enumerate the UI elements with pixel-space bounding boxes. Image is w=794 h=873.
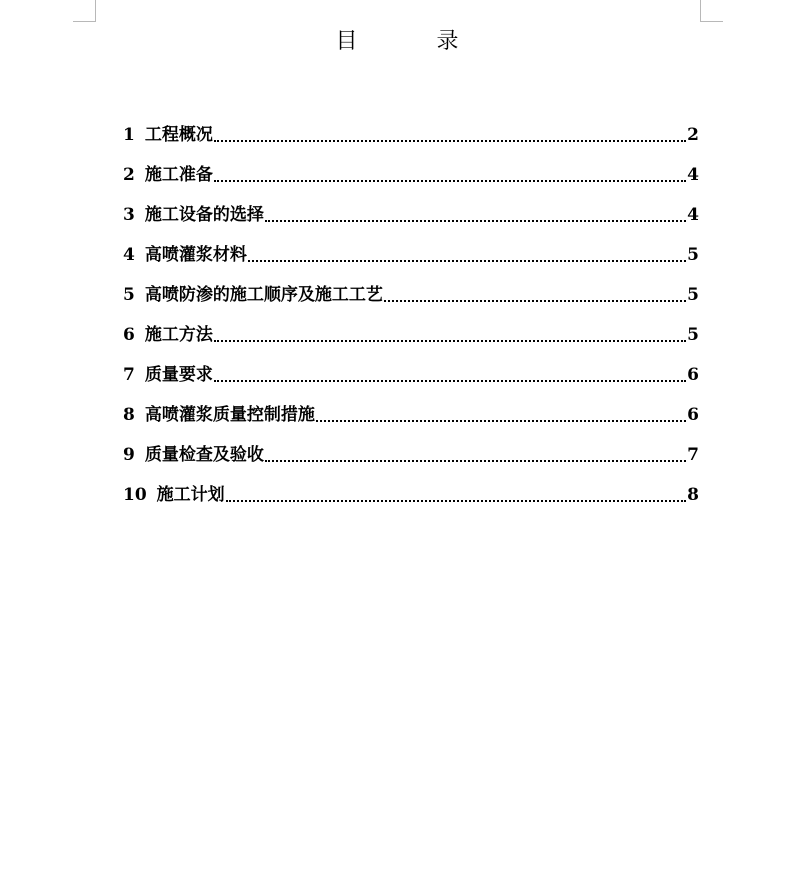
toc-entry-page: 4: [687, 205, 699, 225]
toc-entry-page: 2: [687, 125, 699, 145]
toc-entry-text: 高喷防渗的施工顺序及施工工艺: [144, 285, 383, 305]
toc-leader-dots: [265, 219, 686, 222]
toc-leader-dots: [384, 299, 686, 302]
toc-entry[interactable]: [123, 108, 699, 148]
toc-entry[interactable]: [123, 188, 699, 228]
toc-leader-dots: [214, 179, 686, 182]
toc-entry-text: 工程概况: [144, 125, 213, 145]
toc-leader-dots: [316, 419, 686, 422]
toc-entry-text: 施工设备的选择: [144, 205, 264, 225]
toc-entry-number: 1: [123, 125, 135, 145]
toc-leader-dots: [214, 139, 686, 142]
toc-list: [123, 108, 699, 508]
toc-title: 目 录: [335, 29, 495, 54]
toc-entry[interactable]: [123, 428, 699, 468]
toc-entry-number: 2: [123, 165, 135, 185]
toc-entry-text: 质量检查及验收: [144, 445, 264, 465]
toc-entry-page: 8: [687, 485, 699, 505]
toc-leader-dots: [248, 259, 686, 262]
toc-entry-text: 高喷灌浆材料: [144, 245, 247, 265]
toc-entry-number: 7: [123, 365, 135, 385]
toc-entry-page: 6: [687, 405, 699, 425]
toc-entry-number: 5: [123, 285, 135, 305]
toc-leader-dots: [226, 499, 686, 502]
toc-entry-number: 9: [123, 445, 135, 465]
toc-entry-text: 施工方法: [144, 325, 213, 345]
toc-entry[interactable]: [123, 228, 699, 268]
toc-leader-dots: [214, 379, 686, 382]
toc-entry[interactable]: [123, 468, 699, 508]
toc-entry-number: 3: [123, 205, 135, 225]
toc-entry-text: 质量要求: [144, 365, 213, 385]
toc-entry-page: 6: [687, 365, 699, 385]
crop-mark-top-left: [73, 0, 96, 22]
toc-entry[interactable]: [123, 348, 699, 388]
toc-entry[interactable]: [123, 308, 699, 348]
toc-entry-page: 5: [687, 325, 699, 345]
toc-entry[interactable]: [123, 148, 699, 188]
crop-mark-top-right: [700, 0, 723, 22]
toc-entry-number: 4: [123, 245, 135, 265]
toc-entry[interactable]: [123, 388, 699, 428]
toc-entry-page: 5: [687, 245, 699, 265]
toc-entry-text: 高喷灌浆质量控制措施: [144, 405, 315, 425]
toc-entry-text: 施工准备: [144, 165, 213, 185]
toc-entry-page: 5: [687, 285, 699, 305]
toc-entry-number: 10: [123, 485, 147, 505]
toc-entry-number: 6: [123, 325, 135, 345]
toc-entry[interactable]: [123, 268, 699, 308]
toc-entry-text: 施工计划: [156, 485, 225, 505]
toc-entry-page: 7: [687, 445, 699, 465]
toc-leader-dots: [214, 339, 686, 342]
toc-leader-dots: [265, 459, 686, 462]
toc-entry-page: 4: [687, 165, 699, 185]
toc-entry-number: 8: [123, 405, 135, 425]
